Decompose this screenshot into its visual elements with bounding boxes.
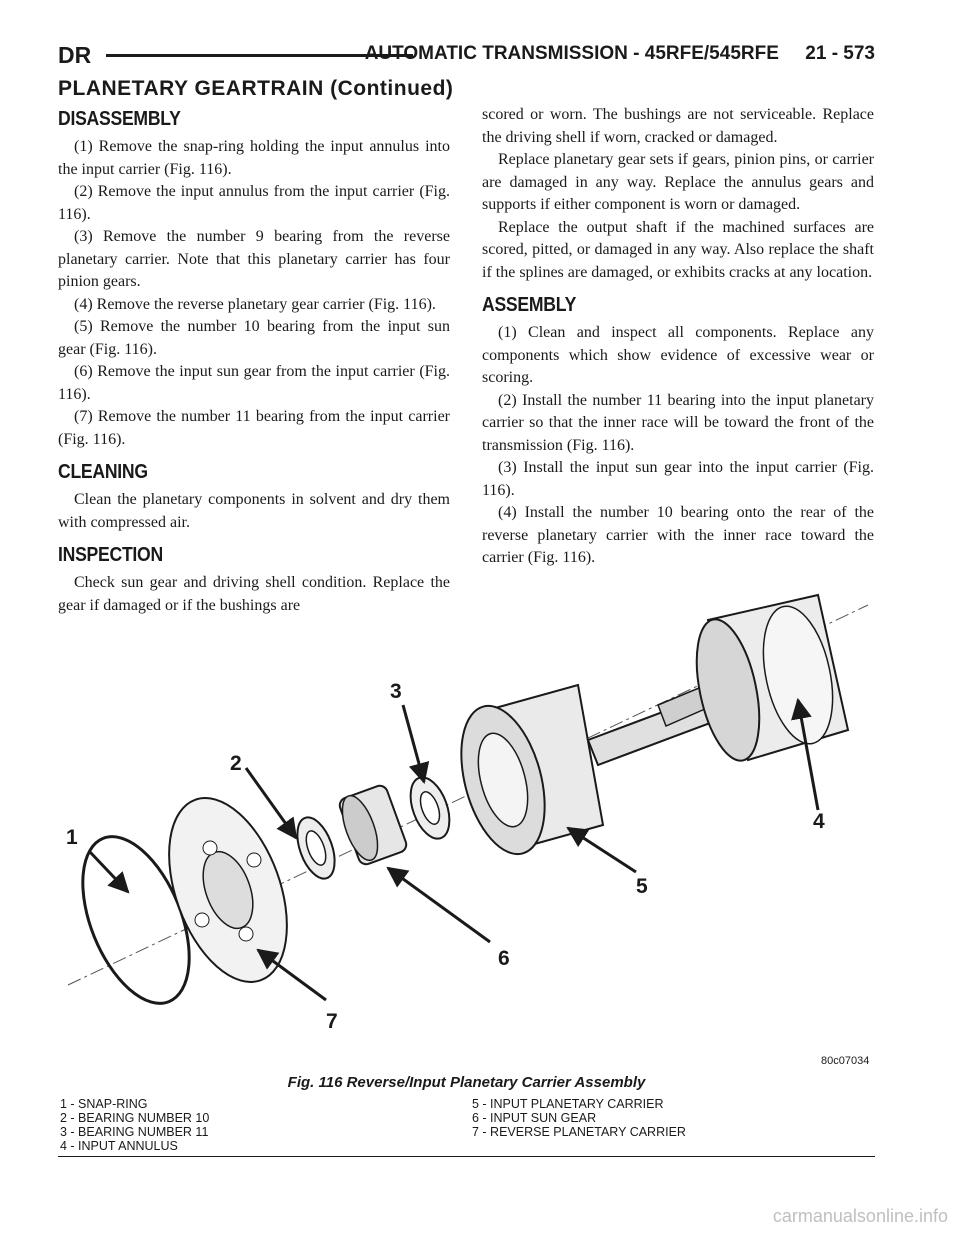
callout-6: 6 bbox=[498, 947, 510, 970]
figure-code: 80c07034 bbox=[821, 1055, 870, 1067]
paragraph: (1) Clean and inspect all components. Replace any components which show evidence of excessive wear or scoring. bbox=[482, 324, 874, 386]
paragraph: Replace planetary gear sets if gears, pinion pins, or carrier are damaged in any way. Replace the annulus gears and supports if either component is worn or damaged. bbox=[482, 151, 874, 213]
legend-item: 1 - SNAP-RING bbox=[60, 1097, 148, 1111]
legend-item: 3 - BEARING NUMBER 11 bbox=[60, 1125, 209, 1139]
paragraph: scored or worn. The bushings are not serviceable. Replace the driving shell if worn, cracked or damaged. bbox=[482, 106, 874, 146]
paragraph: (2) Remove the input annulus from the input carrier (Fig. 116). bbox=[58, 183, 450, 223]
legend-item: 4 - INPUT ANNULUS bbox=[60, 1139, 178, 1153]
paragraph: Clean the planetary components in solvent and dry them with compressed air. bbox=[58, 491, 450, 531]
paragraph: (5) Remove the number 10 bearing from the input sun gear (Fig. 116). bbox=[58, 318, 450, 358]
watermark: carmanualsonline.info bbox=[772, 1206, 948, 1226]
paragraph: (1) Remove the snap-ring holding the input annulus into the input carrier (Fig. 116). bbox=[58, 138, 450, 178]
callout-7: 7 bbox=[326, 1010, 338, 1033]
bearing-number-11-part bbox=[403, 772, 457, 844]
paragraph: (3) Install the input sun gear into the input carrier (Fig. 116). bbox=[482, 459, 874, 499]
disassembly-steps bbox=[58, 136, 450, 451]
inspection-text-right bbox=[482, 104, 874, 284]
paragraph: (6) Remove the input sun gear from the input carrier (Fig. 116). bbox=[58, 363, 450, 403]
assembly-heading: ASSEMBLY bbox=[482, 294, 577, 316]
header-title: AUTOMATIC TRANSMISSION - 45RFE/545RFE 21 - 573 bbox=[364, 43, 875, 64]
inspection-heading: INSPECTION bbox=[58, 544, 163, 566]
paragraph: (3) Remove the number 9 bearing from the reverse planetary carrier. Note that this planetary carrier has four pinion gears. bbox=[58, 228, 450, 290]
legend-item: 6 - INPUT SUN GEAR bbox=[472, 1111, 597, 1125]
bottom-rule bbox=[58, 1156, 875, 1157]
header-section-code: DR bbox=[58, 42, 92, 68]
right-column bbox=[482, 104, 874, 570]
legend-column-left bbox=[60, 1097, 209, 1153]
callout-2: 2 bbox=[230, 752, 242, 775]
exploded-view-figure bbox=[58, 590, 875, 1080]
callout-5: 5 bbox=[636, 875, 648, 898]
paragraph: Replace the output shaft if the machined surfaces are scored, pitted, or damaged in any way. Also replace the shaft if the splines are damaged, or exhibits cracks at any location. bbox=[482, 218, 874, 281]
cleaning-heading: CLEANING bbox=[58, 461, 148, 483]
planetary-assembly-illustration bbox=[58, 590, 875, 1080]
bearing-number-10-part bbox=[290, 812, 342, 883]
cleaning-text bbox=[58, 489, 450, 534]
continued-title: PLANETARY GEARTRAIN (Continued) bbox=[58, 77, 454, 100]
assembly-steps bbox=[482, 322, 874, 570]
paragraph: (2) Install the number 11 bearing into the input planetary carrier so that the inner race will be toward the front of the transmission (Fig. 116). bbox=[482, 391, 874, 454]
paragraph: Check sun gear and driving shell condition. Replace the gear if damaged or if the bushings are bbox=[58, 574, 450, 614]
input-planetary-carrier-part bbox=[447, 678, 730, 863]
figure-caption: Fig. 116 Reverse/Input Planetary Carrier Assembly bbox=[287, 1074, 646, 1091]
left-column bbox=[58, 104, 450, 617]
input-annulus-part bbox=[686, 595, 848, 766]
disassembly-heading: DISASSEMBLY bbox=[58, 108, 181, 130]
legend-item: 2 - BEARING NUMBER 10 bbox=[60, 1111, 210, 1125]
paragraph: (7) Remove the number 11 bearing from the input carrier (Fig. 116). bbox=[58, 408, 450, 448]
callout-1: 1 bbox=[66, 826, 78, 849]
paragraph: (4) Remove the reverse planetary gear carrier (Fig. 116). bbox=[74, 295, 436, 313]
legend-column-right bbox=[472, 1097, 686, 1139]
input-sun-gear-part bbox=[335, 784, 408, 867]
legend-item: 7 - REVERSE PLANETARY CARRIER bbox=[472, 1125, 686, 1139]
page-header bbox=[58, 42, 875, 74]
callout-4: 4 bbox=[813, 810, 825, 833]
paragraph: (4) Install the number 10 bearing onto the rear of the reverse planetary carrier with the inner race toward the carrier (Fig. 116). bbox=[482, 504, 874, 566]
callout-3: 3 bbox=[390, 680, 402, 703]
legend-item: 5 - INPUT PLANETARY CARRIER bbox=[472, 1097, 664, 1111]
